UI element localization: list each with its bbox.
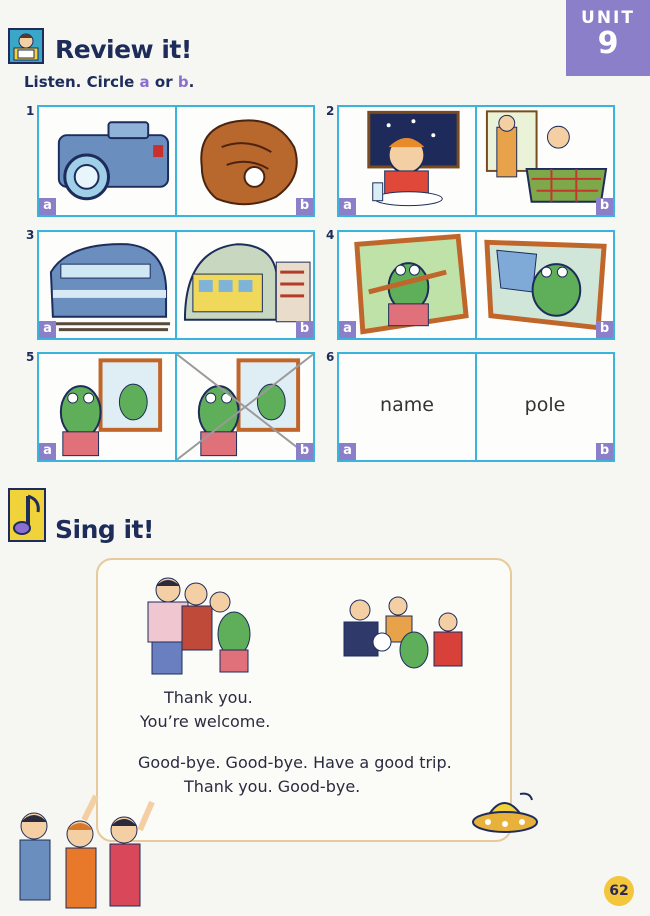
ufo-icon bbox=[470, 790, 540, 840]
option-b-tag[interactable]: b bbox=[296, 321, 313, 338]
word-pole: pole bbox=[524, 394, 566, 416]
option-b-tag[interactable]: b bbox=[296, 443, 313, 460]
friends-ball-icon bbox=[330, 596, 470, 676]
subway-station-icon bbox=[177, 232, 313, 338]
option-a-tag[interactable]: a bbox=[39, 443, 56, 460]
sing-title: Sing it! bbox=[55, 515, 154, 544]
lyric-line-2: You’re welcome. bbox=[140, 712, 271, 731]
item-number: 5 bbox=[26, 350, 35, 364]
boy-eating-icon bbox=[339, 107, 475, 215]
friends-hug-icon bbox=[134, 572, 264, 682]
option-b-tag[interactable]: b bbox=[296, 198, 313, 215]
option-a-tag[interactable]: a bbox=[339, 198, 356, 215]
lyric-line-1: Thank you. bbox=[164, 688, 253, 707]
unit-tab bbox=[566, 0, 650, 76]
item-number: 2 bbox=[326, 104, 335, 118]
unit-label: UNIT bbox=[581, 8, 635, 28]
review-title: Review it! bbox=[55, 35, 192, 64]
music-note-icon bbox=[8, 488, 46, 542]
instruction bbox=[24, 73, 194, 91]
option-3a[interactable] bbox=[39, 232, 175, 338]
option-3b[interactable] bbox=[175, 232, 313, 338]
option-b-tag[interactable]: b bbox=[596, 443, 613, 460]
option-6a[interactable] bbox=[339, 354, 475, 460]
review-item-6 bbox=[337, 352, 615, 462]
item-number: 1 bbox=[26, 104, 35, 118]
alien-mirror-icon bbox=[39, 354, 175, 460]
review-item-4 bbox=[337, 230, 615, 340]
option-2a[interactable] bbox=[339, 107, 475, 215]
waking-up-icon bbox=[477, 107, 613, 215]
instruction-or: or bbox=[149, 73, 178, 91]
lyric-line-4: Thank you. Good-bye. bbox=[184, 777, 361, 796]
alien-window-icon bbox=[477, 232, 613, 338]
item-number: 3 bbox=[26, 228, 35, 242]
word-name: name bbox=[380, 394, 434, 416]
option-2b[interactable] bbox=[475, 107, 613, 215]
option-a-tag[interactable]: a bbox=[39, 198, 56, 215]
instruction-end: . bbox=[188, 73, 195, 91]
instruction-text: Listen. Circle bbox=[24, 73, 140, 91]
review-item-2 bbox=[337, 105, 615, 217]
option-b-tag[interactable]: b bbox=[596, 198, 613, 215]
alien-mirror-crossed-icon bbox=[177, 354, 313, 460]
review-item-5 bbox=[37, 352, 315, 462]
waving-children-icon bbox=[6, 790, 156, 916]
option-6b[interactable] bbox=[475, 354, 613, 460]
option-1b[interactable] bbox=[175, 107, 313, 215]
option-1a[interactable] bbox=[39, 107, 175, 215]
option-5b[interactable] bbox=[175, 354, 313, 460]
option-5a[interactable] bbox=[39, 354, 175, 460]
camera-icon bbox=[39, 107, 175, 215]
option-a-tag[interactable]: a bbox=[339, 443, 356, 460]
unit-number: 9 bbox=[597, 26, 619, 61]
option-b-tag[interactable]: b bbox=[596, 321, 613, 338]
baseball-glove-icon bbox=[177, 107, 313, 215]
page-number: 62 bbox=[604, 876, 634, 906]
reading-boy-icon bbox=[8, 28, 44, 64]
instruction-option-b: b bbox=[177, 73, 189, 91]
option-4a[interactable] bbox=[339, 232, 475, 338]
option-a-tag[interactable]: a bbox=[39, 321, 56, 338]
train-icon bbox=[39, 232, 175, 338]
item-number: 4 bbox=[326, 228, 335, 242]
instruction-option-a: a bbox=[139, 73, 150, 91]
alien-baseball-icon bbox=[339, 232, 475, 338]
review-item-1 bbox=[37, 105, 315, 217]
song-box bbox=[96, 558, 512, 842]
item-number: 6 bbox=[326, 350, 335, 364]
lyric-line-3: Good-bye. Good-bye. Have a good trip. bbox=[138, 753, 452, 772]
option-a-tag[interactable]: a bbox=[339, 321, 356, 338]
review-item-3 bbox=[37, 230, 315, 340]
option-4b[interactable] bbox=[475, 232, 613, 338]
